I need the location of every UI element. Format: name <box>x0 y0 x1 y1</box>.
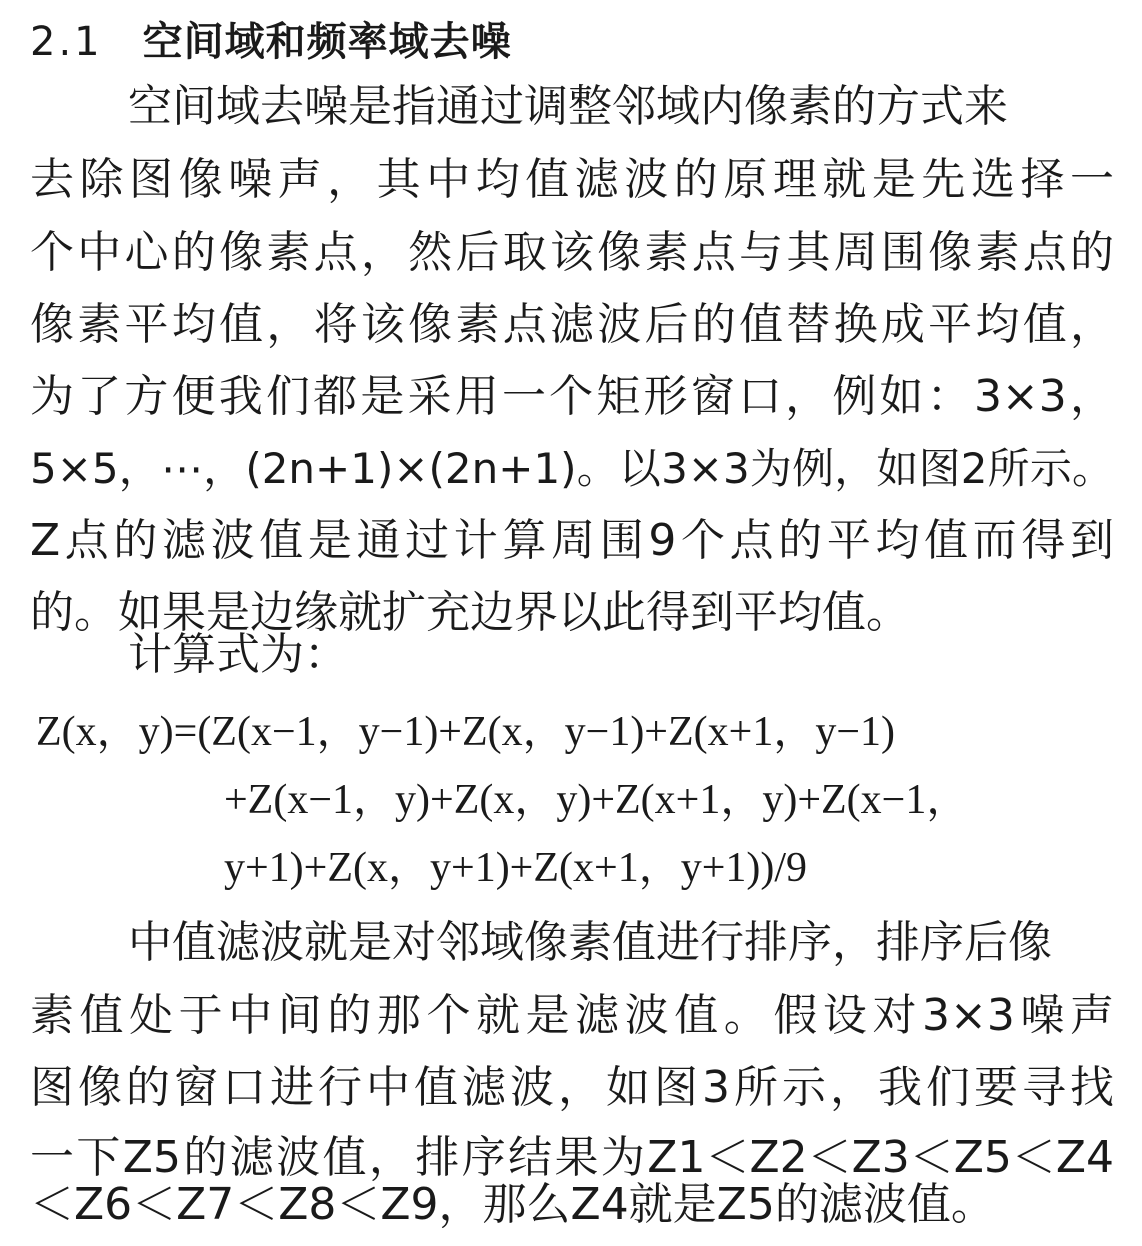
section-title: 空间域和频率域去噪 <box>142 19 512 65</box>
paragraph-line: Z点的滤波值是通过计算周围9个点的平均值而得到 <box>30 515 1114 566</box>
formula-line: +Z(x−1，y)+Z(x，y)+Z(x+1，y)+Z(x−1， <box>224 777 969 823</box>
section-heading <box>30 12 512 72</box>
formula-line: Z(x，y)=(Z(x−1，y−1)+Z(x，y−1)+Z(x+1，y−1) <box>36 709 895 755</box>
paragraph-line: 素值处于中间的那个就是滤波值。假设对3×3噪声 <box>30 990 1114 1041</box>
paragraph-line: 一下Z5的滤波值，排序结果为Z1＜Z2＜Z3＜Z5＜Z4 <box>30 1132 1114 1183</box>
paragraph-line: 中值滤波就是对邻域像素值进行排序，排序后像 <box>128 917 1052 968</box>
paragraph-line: 像素平均值，将该像素点滤波后的值替换成平均值， <box>30 299 1114 350</box>
formula-intro: 计算式为： <box>128 629 348 680</box>
paragraph-line: ＜Z6＜Z7＜Z8＜Z9，那么Z4就是Z5的滤波值。 <box>30 1179 995 1230</box>
paragraph-line: 个中心的像素点，然后取该像素点与其周围像素点的 <box>30 227 1114 278</box>
paragraph-line: 去除图像噪声，其中均值滤波的原理就是先选择一 <box>30 154 1114 205</box>
paragraph-line: 5×5，⋯，(2n+1)×(2n+1)。以3×3为例，如图2所示。 <box>30 444 1114 493</box>
paragraph-line: 的。如果是边缘就扩充边界以此得到平均值。 <box>30 587 910 638</box>
paragraph-line: 为了方便我们都是采用一个矩形窗口，例如：3×3， <box>30 371 1114 422</box>
paragraph-line: 图像的窗口进行中值滤波，如图3所示，我们要寻找 <box>30 1062 1114 1113</box>
formula-line: y+1)+Z(x，y+1)+Z(x+1，y+1))/9 <box>224 845 808 891</box>
section-number: 2.1 <box>30 19 103 65</box>
paragraph-line: 空间域去噪是指通过调整邻域内像素的方式来 <box>128 81 1008 132</box>
